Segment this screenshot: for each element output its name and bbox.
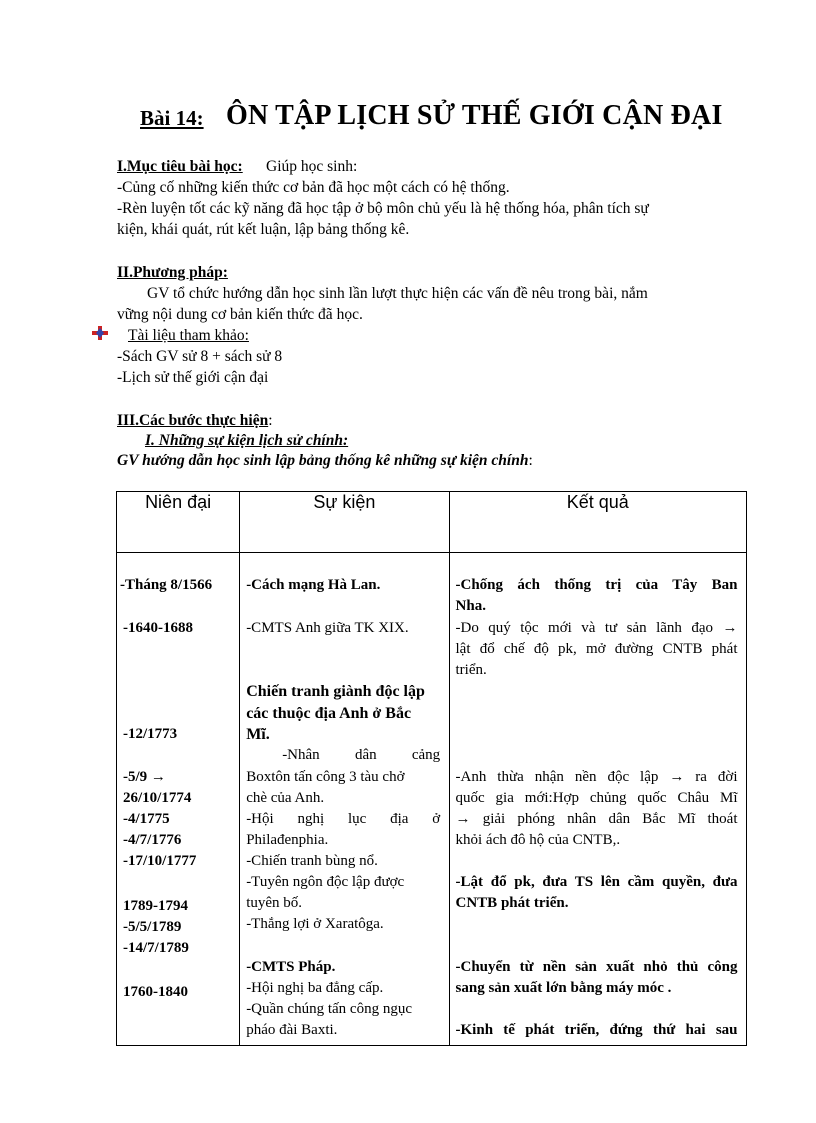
- date-cell: -5/5/1789: [123, 919, 182, 935]
- section1-line-3: kiện, khái quát, rút kết luận, lập bảng thống kê.: [117, 221, 410, 238]
- event-cell: -CMTS Anh giữa TK XIX.: [246, 620, 409, 636]
- references-heading: Tài liệu tham khảo:: [128, 327, 249, 344]
- result-cell: lật đổ chế độ pk, mở đường CNTB phát: [455, 641, 738, 657]
- result-cell: -Lật đổ pk, đưa TS lên cầm quyền, đưa: [455, 874, 738, 890]
- event-cell: -Cách mạng Hà Lan.: [246, 577, 381, 593]
- date-cell: -1640-1688: [123, 620, 193, 636]
- result-cell: -Chống ách thống trị của Tây Ban: [455, 577, 738, 593]
- event-cell: Boxtôn tấn công 3 tàu chở: [246, 769, 405, 785]
- section3-instruction-suffix: :: [528, 452, 533, 469]
- event-cell: các thuộc địa Anh ở Bắc: [246, 705, 412, 722]
- event-cell: Philađenphia.: [246, 832, 329, 848]
- date-cell: -17/10/1777: [123, 853, 197, 869]
- table-row: [117, 553, 747, 1046]
- result-cell: Nha.: [455, 598, 486, 614]
- date-cell: 1789-1794: [123, 898, 188, 914]
- header-event: Sự kiện: [240, 492, 449, 553]
- section3-instruction: GV hướng dẫn học sinh lập bảng thống kê những sự kiện chính: [117, 452, 529, 469]
- event-cell: chè của Anh.: [246, 790, 325, 806]
- event-cell: Mĩ.: [246, 726, 270, 743]
- section1-line-2: -Rèn luyện tốt các kỹ năng đã học tập ở bộ môn chủ yếu là hệ thống hóa, phân tích sự: [117, 200, 649, 217]
- event-cell: pháo đài Baxti.: [246, 1022, 338, 1038]
- date-cell: -4/7/1776: [123, 832, 182, 848]
- result-cell: CNTB phát triển.: [455, 895, 569, 911]
- event-cell: -Hội nghị lục địa ở: [246, 811, 441, 827]
- date-cell: -Tháng 8/1566: [120, 577, 213, 593]
- date-cell: -14/7/1789: [123, 940, 189, 956]
- section3-subheading: I. Những sự kiện lịch sử chính:: [145, 432, 349, 449]
- event-cell: -CMTS Pháp.: [246, 959, 336, 975]
- section2-line-1: GV tổ chức hướng dẫn học sinh lần lượt thực hiện các vấn đề nêu trong bài, nắm: [147, 285, 648, 302]
- result-cell: sang sản xuất lớn bằng máy móc .: [455, 980, 672, 996]
- events-table: [116, 491, 747, 1046]
- section1-line-1: -Củng cố những kiến thức cơ bản đã học một cách có hệ thống.: [117, 179, 510, 196]
- result-cell: -Anh thừa nhận nền độc lập → ra đời: [455, 769, 738, 785]
- section3-heading-wrap: [117, 412, 273, 430]
- event-cell: tuyên bố.: [246, 895, 303, 911]
- event-column: [240, 553, 449, 1046]
- result-cell: khỏi ách đô hộ của CNTB,.: [455, 832, 621, 848]
- result-cell: quốc gia mới:Hợp chủng quốc Châu Mĩ: [455, 790, 738, 806]
- event-cell: -Quần chúng tấn công ngục: [246, 1001, 412, 1017]
- event-cell: -Thắng lợi ở Xaratôga.: [246, 916, 384, 932]
- section2-line-2: vững nội dung cơ bản kiến thức đã học.: [117, 306, 363, 323]
- result-cell: -Kinh tế phát triển, đứng thứ hai sau: [455, 1022, 738, 1038]
- page-title: ÔN TẬP LỊCH SỬ THẾ GIỚI CẬN ĐẠI: [226, 100, 723, 131]
- date-column: [117, 553, 240, 1046]
- section3-heading: III.Các bước thực hiện: [117, 412, 269, 429]
- date-cell: -5/9 →: [123, 769, 166, 785]
- section1-intro: Giúp học sinh:: [266, 158, 358, 175]
- event-cell: -Chiến tranh bùng nổ.: [246, 853, 378, 869]
- event-cell: -Hội nghị ba đẳng cấp.: [246, 980, 384, 996]
- date-cell: 26/10/1774: [123, 790, 192, 806]
- header-date: Niên đại: [117, 492, 240, 553]
- result-cell: -Do quý tộc mới và tư sản lãnh đạo →: [455, 620, 738, 636]
- lesson-number: Bài 14:: [140, 106, 204, 130]
- date-cell: 1760-1840: [123, 984, 188, 1000]
- result-cell: → giải phóng nhân dân Bắc Mĩ thoát: [455, 811, 738, 827]
- date-cell: -12/1773: [123, 726, 178, 742]
- result-cell: triển.: [455, 662, 487, 678]
- bullet-icon: [92, 326, 108, 340]
- section3-heading-suffix: :: [268, 412, 273, 429]
- reference-2: -Lịch sử thế giới cận đại: [117, 369, 269, 386]
- table-header-row: [117, 492, 747, 553]
- date-cell: -4/1775: [123, 811, 170, 827]
- event-cell: -Nhân dân cảng: [282, 747, 441, 763]
- section1-heading: I.Mục tiêu bài học:: [117, 158, 243, 175]
- section2-heading: II.Phương pháp:: [117, 264, 228, 281]
- result-column: [449, 553, 746, 1046]
- section3-instruction-wrap: [117, 452, 533, 470]
- event-cell: Chiến tranh giành độc lập: [246, 683, 425, 700]
- event-cell: -Tuyên ngôn độc lập được: [246, 874, 405, 890]
- header-result: Kết quả: [449, 492, 746, 553]
- result-cell: -Chuyển từ nền sản xuất nhỏ thủ công: [455, 959, 738, 975]
- reference-1: -Sách GV sử 8 + sách sử 8: [117, 348, 283, 365]
